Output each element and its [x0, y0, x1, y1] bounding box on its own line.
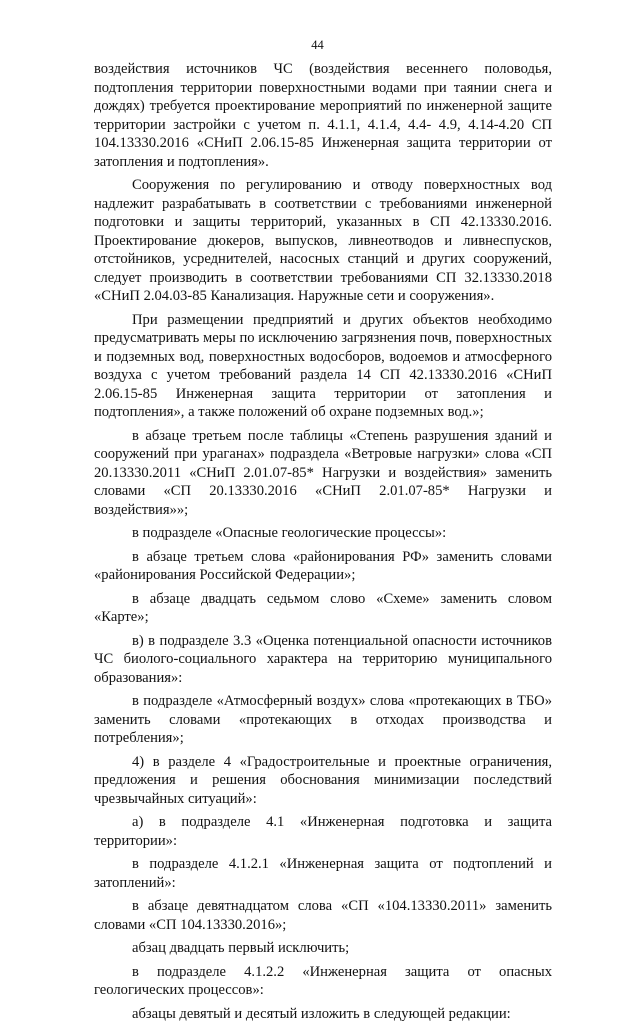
- paragraph-exclude-twenty-first: абзац двадцать первый исключить;: [94, 939, 552, 958]
- paragraph-continuation-flood-protection: воздействия источников ЧС (воздействия весеннего половодья, подтопления территории поверхностными водами при таянии снега и дождях) требуется проектирование мероприятий по инженерной защите территории застройки с учетом п. 4.1.1, 4.1.4, 4.4- 4.9, 4.14-4.20 СП 104.13330.2016 «СНиП 2.06.15-85 Инженерная защита территории от затопления и подтопления».: [94, 60, 552, 171]
- paragraph-subsection-4-1-2-2: в подразделе 4.1.2.2 «Инженерная защита от опасных геологических процессов»:: [94, 963, 552, 1000]
- paragraph-biosocial-hazards: в) в подразделе 3.3 «Оценка потенциальной опасности источников ЧС биолого-социального характера на территорию муниципального образования»:: [94, 632, 552, 688]
- page-number: 44: [0, 38, 635, 53]
- paragraph-section-4: 4) в разделе 4 «Градостроительные и проектные ограничения, предложения и решения обоснования минимизации последствий чрезвычайных ситуаций»:: [94, 753, 552, 809]
- paragraph-wind-loads-amendment: в абзаце третьем после таблицы «Степень разрушения зданий и сооружений при ураганах» подраздела «Ветровые нагрузки» слова «СП 20.13330.2011 «СНиП 2.01.07-85* Нагрузки и воздействия» заменить словами «СП 20.13330.2016 «СНиП 2.01.07-85* Нагрузки и воздействия»»;: [94, 427, 552, 520]
- paragraph-surface-water-structures: Сооружения по регулированию и отводу поверхностных вод надлежит разрабатывать в соответствии с требованиями инженерной подготовки и защиты территорий, указанных в СП 42.13330.2016. Проектирование дюкеров, выпусков, ливнеотводов и ливнеспусков, отстойников, усреднителей, насосных станций и других сооружений, следует производить в соответствии требованиями СП 32.13330.2018 «СНиП 2.04.03-85 Канализация. Наружные сети и сооружения».: [94, 176, 552, 306]
- paragraph-atmospheric-air: в подразделе «Атмосферный воздух» слова «протекающих в ТБО» заменить словами «протекающих в отходах производства и потребления»;: [94, 692, 552, 748]
- paragraph-geological-processes: в подразделе «Опасные геологические процессы»:: [94, 524, 552, 543]
- paragraph-subsection-4-1-2-1: в подразделе 4.1.2.1 «Инженерная защита от подтоплений и затоплений»:: [94, 855, 552, 892]
- paragraph-zoning-replacement: в абзаце третьем слова «районирования РФ» заменить словами «районирования Российской Федерации»;: [94, 548, 552, 585]
- paragraph-nineteenth-paragraph: в абзаце девятнадцатом слова «СП «104.13330.2011» заменить словами «СП 104.13330.2016»;: [94, 897, 552, 934]
- document-body: [94, 60, 552, 1023]
- paragraph-pollution-prevention: При размещении предприятий и других объектов необходимо предусматривать меры по исключению загрязнения почв, поверхностных и подземных вод, поверхностных водосборов, водоемов и атмосферного воздуха с учетом требований раздела 14 СП 42.13330.2016 «СНиП 2.06.15-85 Инженерная защита территории от затопления и подтопления», а также положений об охране подземных вод.»;: [94, 311, 552, 422]
- paragraph-subsection-4-1: а) в подразделе 4.1 «Инженерная подготовка и защита территории»:: [94, 813, 552, 850]
- paragraph-new-wording: абзацы девятый и десятый изложить в следующей редакции:: [94, 1005, 552, 1023]
- paragraph-scheme-to-map: в абзаце двадцать седьмом слово «Схеме» заменить словом «Карте»;: [94, 590, 552, 627]
